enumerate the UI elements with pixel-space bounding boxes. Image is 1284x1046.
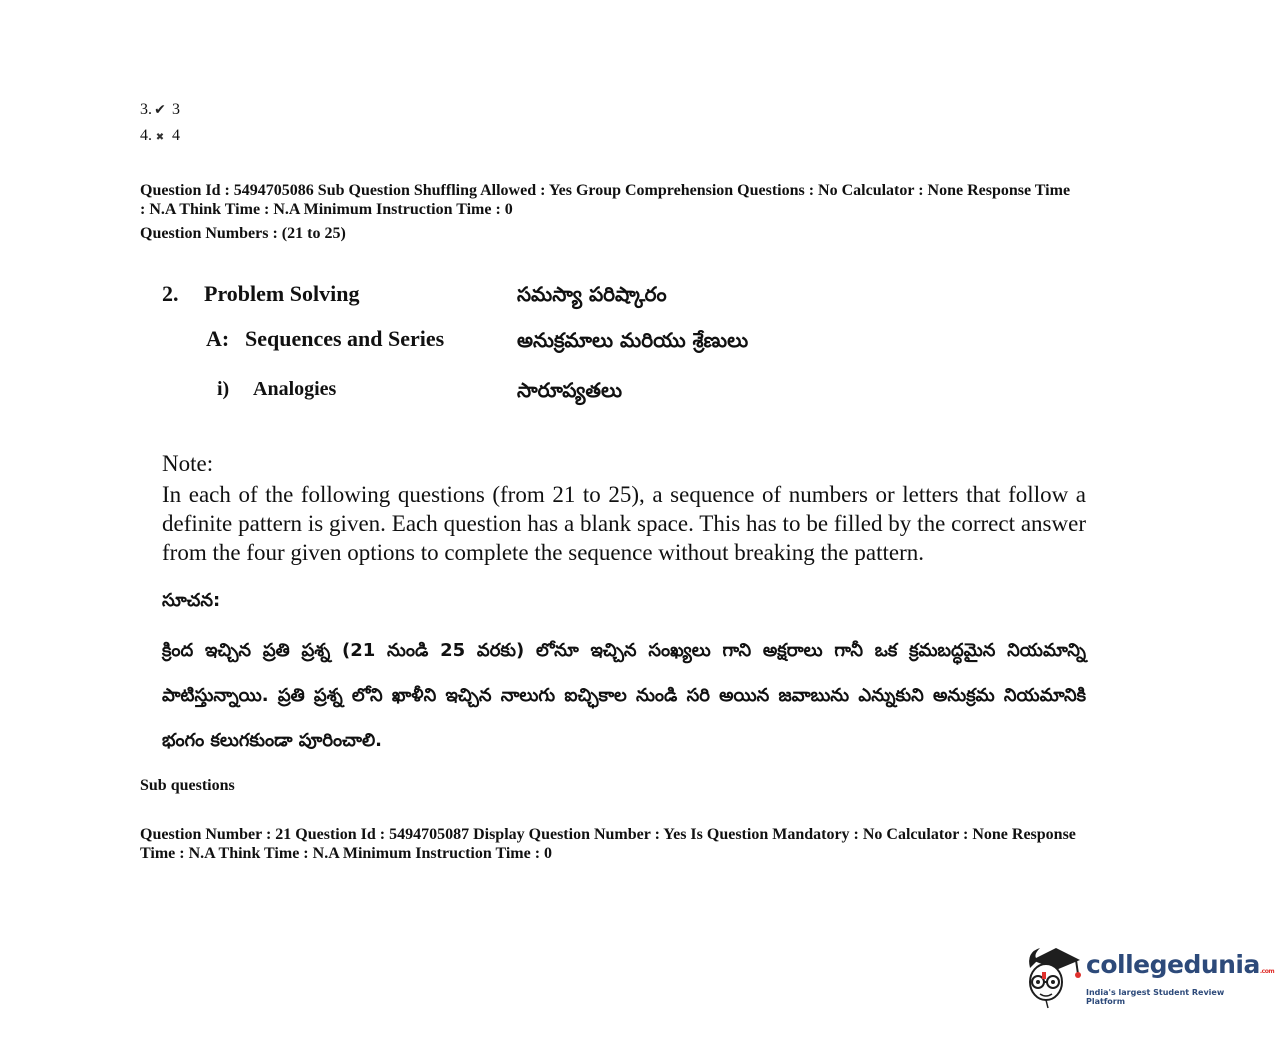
logo-wordmark: collegedunia.com <box>1086 950 1275 979</box>
heading-letter: A: <box>206 326 230 351</box>
option-4 <box>140 127 180 145</box>
group-meta-line2: : N.A Think Time : N.A Minimum Instruction Time : 0 <box>140 201 513 218</box>
cross-icon: ✖ <box>155 132 165 143</box>
heading-sequences-series-telugu: అనుక్రమాలు మరియు శ్రేణులు <box>517 328 749 352</box>
question-meta-line2: Time : N.A Think Time : N.A Minimum Instruction Time : 0 <box>140 845 553 862</box>
sub-questions-label: Sub questions <box>140 777 235 794</box>
option-value: 3 <box>172 101 180 118</box>
student-mascot-icon <box>1024 938 1084 1010</box>
option-value: 4 <box>172 127 180 144</box>
heading-problem-solving: Problem Solving <box>204 281 360 306</box>
group-meta <box>140 181 1160 243</box>
question-meta-line1: Question Number : 21 Question Id : 5494705087 Display Question Number : Yes Is Question Mandatory : No Calculator : None Response <box>140 826 1076 843</box>
check-icon: ✔ <box>154 102 166 118</box>
option-number: 4. <box>140 127 152 144</box>
telugu-note-label: సూచన: <box>162 590 221 611</box>
logo-tagline: India's largest Student Review Platform <box>1086 988 1225 1006</box>
question-numbers: Question Numbers : (21 to 25) <box>140 225 346 242</box>
heading-sequences-series: Sequences and Series <box>245 326 445 351</box>
note-body: In each of the following questions (from 21 to 25), a sequence of numbers or letters that follow a definite pattern is given. Each question has a blank space. This has to be filled by the correct answer from the four given options to complete the sequence without breaking the pattern. <box>162 482 1086 565</box>
heading-problem-solving-telugu: సమస్యా పరిష్కారం <box>517 282 667 306</box>
collegedunia-logo <box>1024 938 1275 1010</box>
note-label: Note: <box>162 451 214 476</box>
option-number: 3. <box>140 101 152 118</box>
heading-roman: i) <box>217 378 230 400</box>
group-meta-line1: Question Id : 5494705086 Sub Question Shuffling Allowed : Yes Group Comprehension Questions : No Calculator : None Response Time <box>140 182 1071 199</box>
heading-analogies: Analogies <box>253 378 337 400</box>
heading-number: 2. <box>162 281 179 306</box>
heading-analogies-telugu: సారూప్యతలు <box>517 378 623 402</box>
option-3 <box>140 101 180 119</box>
question-meta <box>140 825 1160 863</box>
telugu-note-body: క్రింద ఇచ్చిన ప్రతి ప్రశ్న (21 నుండి 25 వరకు) లోనూ ఇచ్చిన సంఖ్యలు గాని అక్షరాలు గానీ ఒక క్రమబద్ధమైన నియమాన్ని పాటిస్తున్నాయి. ప్రతి ప్రశ్న లోని ఖాళీని ఇచ్చిన నాలుగు ఐచ్ఛికాల నుండి సరి అయిన జవాబును ఎన్నుకుని అనుక్రమ నియమానికి భంగం కలుగకుండా పూరించాలి. <box>162 640 1086 751</box>
